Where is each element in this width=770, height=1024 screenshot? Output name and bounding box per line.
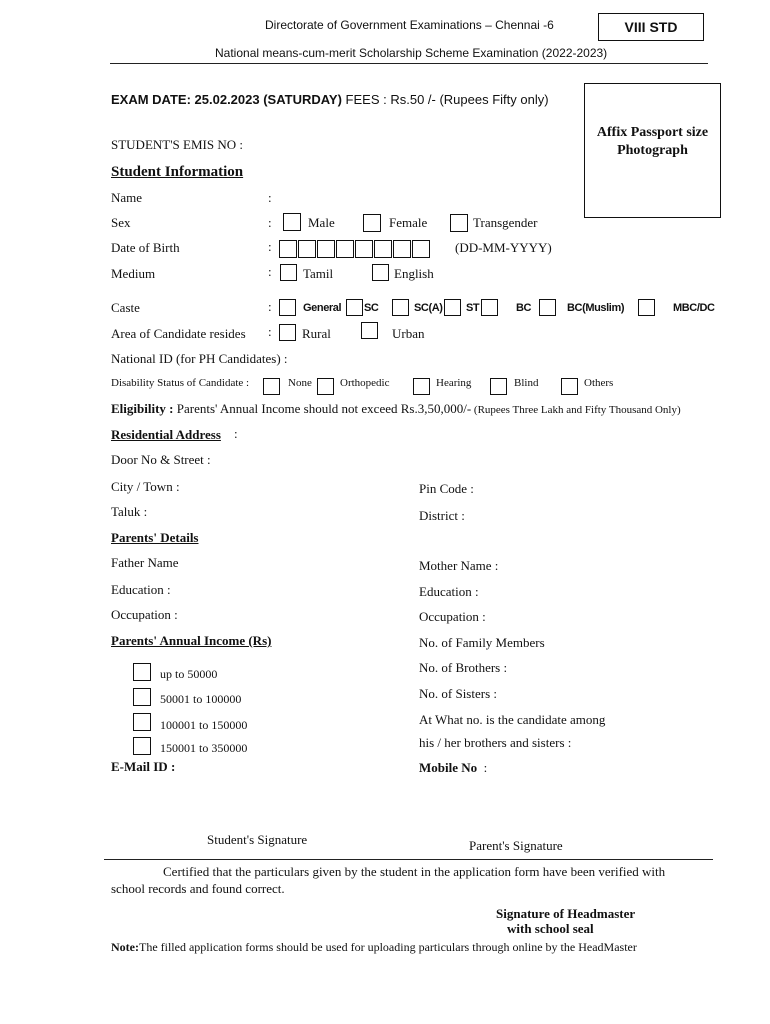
caste-label: Caste — [111, 300, 140, 315]
medium-label: Medium — [111, 266, 156, 281]
disability-none-label: None — [288, 377, 312, 389]
disability-orthopedic-checkbox[interactable] — [317, 378, 334, 395]
sibling-position-label-2: his / her brothers and sisters : — [419, 735, 572, 750]
national-id-label: National ID (for PH Candidates) : — [111, 351, 288, 366]
income-upto-50000-label: up to 50000 — [160, 667, 218, 681]
sex-male-label: Male — [308, 215, 335, 230]
caste-colon: : — [268, 299, 272, 314]
caste-mbc-label: MBC/DC — [673, 302, 715, 314]
caste-st-label: ST — [466, 302, 480, 314]
certify-line-1: Certified that the particulars given by the student in the application form have been verified with — [163, 864, 666, 879]
caste-sca-label: SC(A) — [414, 302, 443, 314]
mobile-colon: : — [483, 760, 488, 775]
medium-tamil-label: Tamil — [303, 266, 334, 281]
sex-colon: : — [268, 215, 272, 230]
door-street-label: Door No & Street : — [111, 452, 211, 467]
father-education-label: Education : — [111, 582, 171, 597]
sex-female-checkbox[interactable] — [363, 214, 381, 232]
exam-line — [111, 92, 549, 107]
pin-label: Pin Code : — [419, 481, 474, 496]
income-50001-100000-checkbox[interactable] — [133, 688, 151, 706]
city-label: City / Town : — [111, 479, 180, 494]
caste-bc-label: BC — [516, 302, 532, 314]
taluk-label: Taluk : — [111, 504, 148, 519]
sex-male-checkbox[interactable] — [283, 213, 301, 231]
exam-fees: FEES : Rs.50 /- (Rupees Fifty only) — [341, 92, 549, 107]
father-name-label: Father Name — [111, 555, 179, 570]
medium-colon: : — [268, 264, 272, 279]
sex-female-label: Female — [389, 215, 428, 230]
student-info-heading: Student Information — [111, 164, 244, 180]
sex-label: Sex — [111, 215, 131, 230]
exam-date: EXAM DATE: 25.02.2023 (SATURDAY) — [111, 92, 342, 107]
parents-heading: Parents' Details — [111, 530, 199, 545]
income-100001-150000-checkbox[interactable] — [133, 713, 151, 731]
caste-bc-checkbox[interactable] — [539, 299, 556, 316]
emis-label: STUDENT'S EMIS NO : — [111, 137, 243, 152]
caste-general-checkbox[interactable] — [279, 299, 296, 316]
school-seal-label: with school seal — [507, 921, 594, 936]
disability-blind-label: Blind — [514, 377, 539, 389]
family-members-label: No. of Family Members — [419, 635, 545, 650]
disability-label: Disability Status of Candidate : — [111, 377, 250, 389]
medium-english-checkbox[interactable] — [372, 264, 389, 281]
eligibility-line — [111, 401, 681, 417]
caste-bcm-label: BC(Muslim) — [567, 302, 625, 314]
district-label: District : — [419, 508, 465, 523]
certify-line-2: school records and found correct. — [111, 881, 285, 896]
area-urban-checkbox[interactable] — [361, 322, 378, 339]
mother-education-label: Education : — [419, 584, 479, 599]
note-label: Note: — [111, 940, 139, 954]
address-heading: Residential Address — [111, 427, 221, 442]
name-label: Name — [111, 190, 143, 205]
mother-occupation-label: Occupation : — [419, 609, 486, 624]
income-heading: Parents' Annual Income (Rs) — [111, 633, 272, 648]
sibling-position-label-1: At What no. is the candidate among — [419, 712, 606, 727]
caste-general-label: General — [303, 302, 342, 314]
income-150001-350000-label: 150001 to 350000 — [160, 741, 248, 755]
caste-sca-checkbox[interactable] — [392, 299, 409, 316]
parent-signature-label: Parent's Signature — [469, 838, 563, 853]
area-colon: : — [268, 324, 272, 339]
email-label: E-Mail ID : — [111, 759, 176, 774]
area-urban-label: Urban — [392, 326, 425, 341]
sisters-label: No. of Sisters : — [419, 686, 497, 701]
headmaster-signature-label: Signature of Headmaster — [496, 906, 636, 921]
area-label: Area of Candidate resides — [111, 326, 246, 341]
student-signature-label: Student's Signature — [207, 832, 308, 847]
caste-bcm-checkbox[interactable] — [638, 299, 655, 316]
note-line — [111, 940, 637, 955]
disability-others-label: Others — [584, 377, 614, 389]
father-occupation-label: Occupation : — [111, 607, 178, 622]
photo-box[interactable] — [584, 83, 721, 218]
signature-divider — [104, 859, 713, 860]
name-colon: : — [268, 190, 272, 205]
eligibility-small: (Rupees Three Lakh and Fifty Thousand Only) — [471, 404, 681, 416]
disability-hearing-label: Hearing — [436, 377, 472, 389]
eligibility-text: Parents' Annual Income should not exceed Rs.3,50,000/- — [173, 401, 472, 416]
disability-blind-checkbox[interactable] — [490, 378, 507, 395]
area-rural-label: Rural — [302, 326, 331, 341]
medium-english-label: English — [394, 266, 434, 281]
caste-sc-label: SC — [364, 302, 379, 314]
disability-none-checkbox[interactable] — [263, 378, 280, 395]
disability-hearing-checkbox[interactable] — [413, 378, 430, 395]
caste-st-box-b[interactable] — [481, 299, 498, 316]
income-upto-50000-checkbox[interactable] — [133, 663, 151, 681]
caste-sc-checkbox[interactable] — [346, 299, 363, 316]
brothers-label: No. of Brothers : — [419, 660, 508, 675]
medium-tamil-checkbox[interactable] — [280, 264, 297, 281]
address-colon: : — [234, 426, 238, 441]
mobile-line — [419, 760, 487, 776]
sex-transgender-checkbox[interactable] — [450, 214, 468, 232]
income-50001-100000-label: 50001 to 100000 — [160, 692, 242, 706]
mother-name-label: Mother Name : — [419, 558, 499, 573]
scheme-title: National means-cum-merit Scholarship Scheme Examination (2022-2023) — [215, 46, 608, 60]
eligibility-label: Eligibility : — [111, 401, 174, 416]
disability-orthopedic-label: Orthopedic — [340, 377, 390, 389]
std-badge: VIII STD — [598, 13, 704, 41]
area-rural-checkbox[interactable] — [279, 324, 296, 341]
dob-input-boxes[interactable] — [279, 240, 431, 258]
photo-label: Affix Passport size Photograph — [596, 125, 709, 158]
dob-format: (DD-MM-YYYY) — [455, 240, 552, 255]
sex-transgender-label: Transgender — [473, 215, 538, 230]
income-150001-350000-checkbox[interactable] — [133, 737, 151, 755]
income-100001-150000-label: 100001 to 150000 — [160, 718, 248, 732]
note-text: The filled application forms should be used for uploading particulars through online by the HeadMaster — [138, 940, 637, 954]
disability-others-checkbox[interactable] — [561, 378, 578, 395]
caste-st-checkbox[interactable] — [444, 299, 461, 316]
directorate-title: Directorate of Government Examinations – Chennai -6 — [265, 18, 554, 32]
dob-colon: : — [268, 239, 272, 254]
header-divider — [110, 63, 708, 64]
dob-label: Date of Birth — [111, 240, 180, 255]
mobile-label: Mobile No — [419, 760, 478, 775]
